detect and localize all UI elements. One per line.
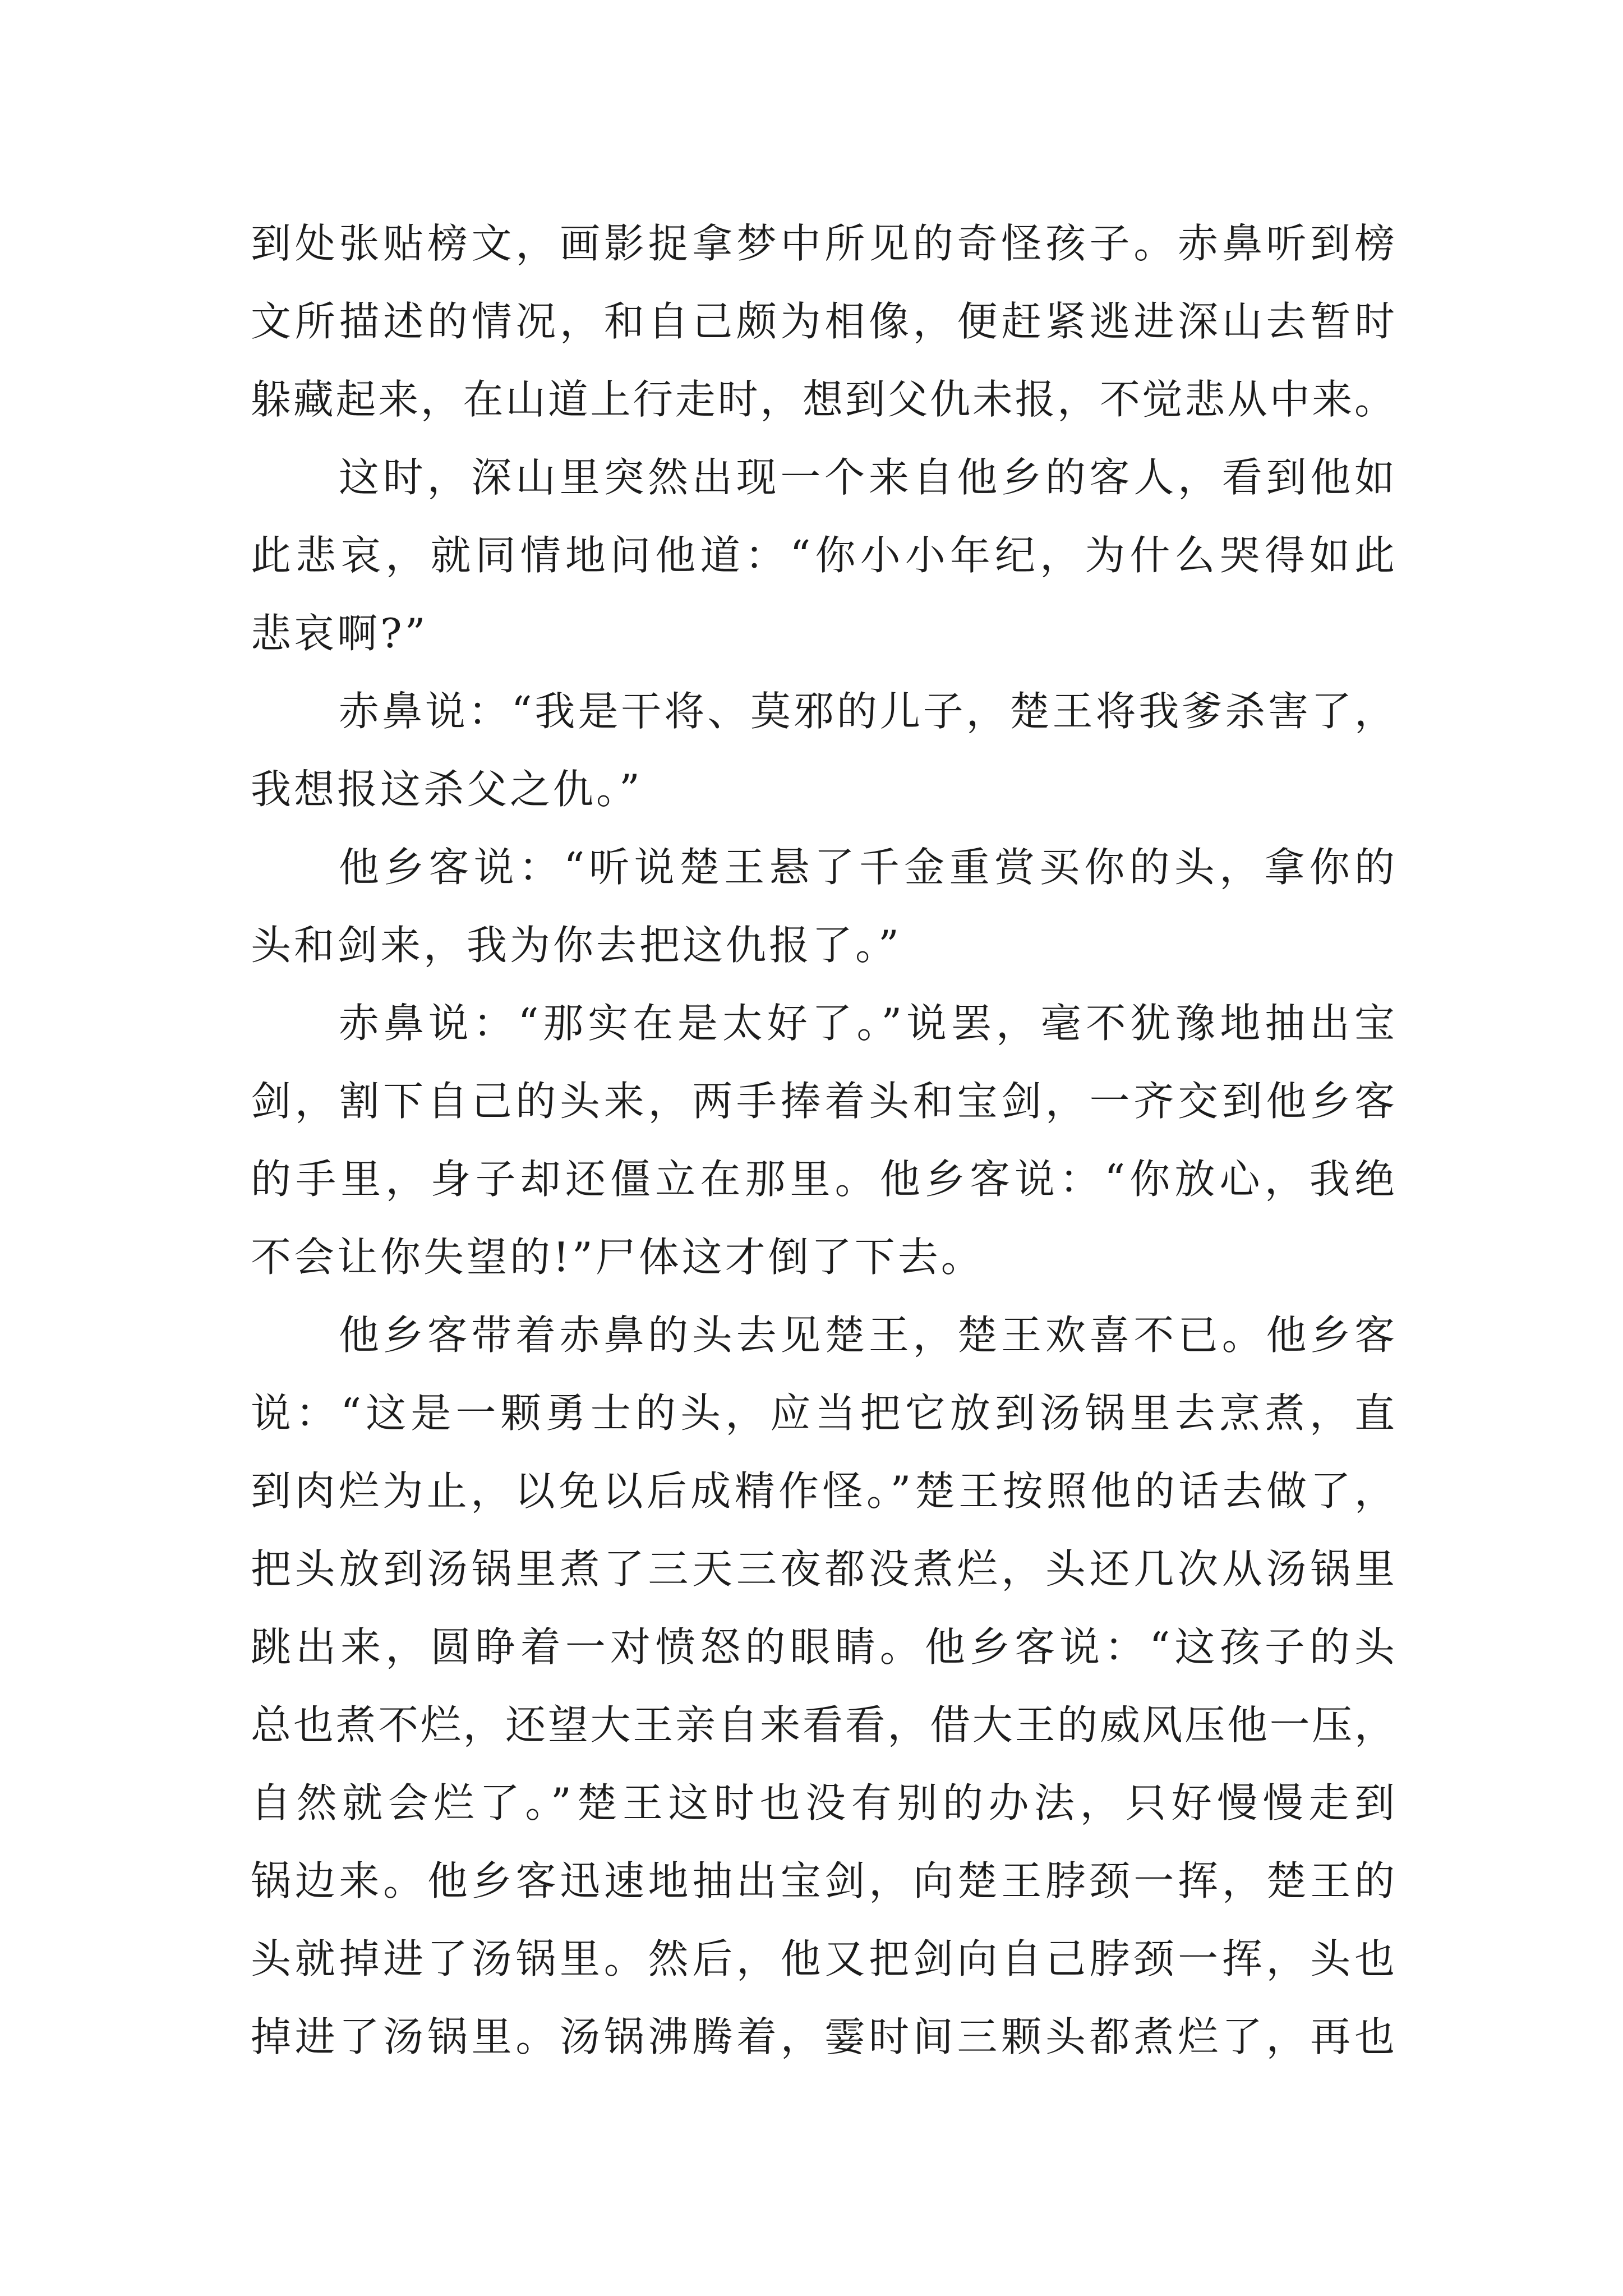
- text-line: 我想报这杀父之仇。”: [251, 766, 643, 813]
- text-line: 剑，割下自己的头来，两手捧着头和宝剑，一齐交到他乡客: [251, 1078, 1395, 1125]
- text-line: 赤鼻说：“我是干将、莫邪的儿子，楚王将我爹杀害了，: [339, 688, 1395, 735]
- text-line: 自然就会烂了。”楚王这时也没有别的办法，只好慢慢走到: [251, 1779, 1395, 1826]
- text-line: 到肉烂为止，以免以后成精作怪。”楚王按照他的话去做了，: [251, 1467, 1395, 1515]
- text-line: 这时，深山里突然出现一个来自他乡的客人，看到他如: [339, 454, 1395, 501]
- text-line: 的手里，身子却还僵立在那里。他乡客说：“你放心，我绝: [251, 1156, 1395, 1203]
- text-line: 此悲哀，就同情地问他道：“你小小年纪，为什么哭得如此: [251, 532, 1395, 579]
- paragraph-1: [251, 205, 1395, 439]
- text-line: 跳出来，圆睁着一对愤怒的眼睛。他乡客说：“这孩子的头: [251, 1623, 1395, 1671]
- paragraph-2: [251, 439, 1395, 673]
- text-line: 头和剑来，我为你去把这仇报了。”: [251, 922, 902, 969]
- text-line: 头就掉进了汤锅里。然后，他又把剑向自己脖颈一挥，头也: [251, 1935, 1395, 1982]
- text-line: 躲藏起来，在山道上行走时，想到父仇未报，不觉悲从中来。: [251, 376, 1395, 423]
- text-line: 赤鼻说：“那实在是太好了。”说罢，毫不犹豫地抽出宝: [339, 1000, 1395, 1047]
- text-line: 文所描述的情况，和自己颇为相像，便赶紧逃进深山去暂时: [251, 298, 1395, 345]
- paragraph-3: [251, 673, 1395, 829]
- text-line: 到处张贴榜文，画影捉拿梦中所见的奇怪孩子。赤鼻听到榜: [251, 220, 1395, 267]
- text-line: 总也煮不烂，还望大王亲自来看看，借大王的威风压他一压，: [251, 1701, 1395, 1749]
- text-line: 不会让你失望的!”尸体这才倒了下去。: [251, 1234, 984, 1281]
- paragraph-5: [251, 984, 1395, 1296]
- text-line: 他乡客说：“听说楚王悬了千金重赏买你的头，拿你的: [339, 844, 1395, 891]
- text-line: 掉进了汤锅里。汤锅沸腾着，霎时间三颗头都煮烂了，再也: [251, 2013, 1395, 2060]
- text-line: 锅边来。他乡客迅速地抽出宝剑，向楚王脖颈一挥，楚王的: [251, 1857, 1395, 1904]
- paragraph-6: [251, 1296, 1395, 2076]
- text-line: 他乡客带着赤鼻的头去见楚王，楚王欢喜不已。他乡客: [339, 1312, 1395, 1359]
- text-line: 说：“这是一颗勇士的头，应当把它放到汤锅里去烹煮，直: [251, 1389, 1395, 1437]
- paragraph-4: [251, 829, 1395, 984]
- document-page: [251, 205, 1395, 2076]
- text-line: 把头放到汤锅里煮了三天三夜都没煮烂，头还几次从汤锅里: [251, 1545, 1395, 1593]
- text-line: 悲哀啊?”: [251, 610, 428, 657]
